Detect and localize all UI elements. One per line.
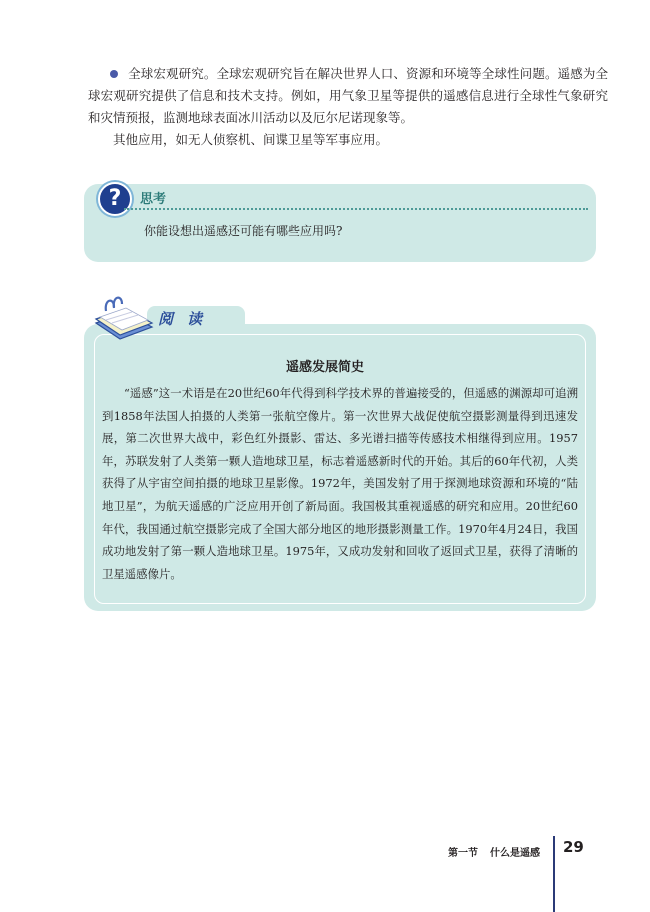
footer-running-head: [448, 844, 540, 859]
think-box: [84, 184, 596, 262]
think-title: 思考: [140, 192, 167, 207]
paragraph-other-uses: 其他应用，如无人侦察机、间谍卫星等军事应用。: [113, 132, 389, 147]
footer-divider: [553, 836, 555, 912]
question-mark-icon: ?: [98, 182, 132, 216]
paragraph-label: 全球宏观研究。: [128, 66, 217, 81]
paragraph-global-research: [88, 63, 608, 129]
footer-section-title: 什么是遥感: [490, 848, 540, 859]
notebook-clip-icon: [92, 293, 154, 343]
bullet-icon: [110, 70, 118, 78]
paragraph-body: 全球宏观研究旨在解决世界人口、资源和环境等全球性问题。遥感为全球宏观研究提供了信息和技术支持。例如，用气象卫星等提供的遥感信息进行全球性气象研究和灾情预报，监测地球表面冰川活动以及厄尔尼诺现象等。: [88, 66, 608, 125]
page-number: 29: [563, 838, 584, 856]
dotted-divider: [124, 208, 588, 210]
reading-label: 阅读: [158, 310, 217, 328]
reading-title: 遥感发展简史: [285, 360, 364, 375]
think-question: 你能设想出遥感还可能有哪些应用吗?: [144, 224, 343, 238]
reading-body: “遥感”这一术语是在20世纪60年代得到科学技术界的普遍接受的，但遥感的渊源却可追溯到1858年法国人拍摄的人类第一张航空像片。第一次世界大战促使航空摄影测量得到迅速发展，第二次世界大战中，彩色红外摄影、雷达、多光谱扫描等传感技术相继得到应用。1957年，苏联发射了人类第一颗人造地球卫星，标志着遥感新时代的开始。其后的60年代初，人类获得了从宇宙空间拍摄的地球卫星影像。1972年，美国发射了用于探测地球资源和环境的“陆地卫星”，为航天遥感的广泛应用开创了新局面。我国极其重视遥感的研究和应用。20世纪60年代，我国通过航空摄影完成了全国大部分地区的地形摄影测量工作。1970年4月24日，我国成功地发射了第一颗人造地球卫星。1975年，又成功发射和回收了返回式卫星，获得了清晰的卫星遥感像片。: [102, 386, 578, 581]
footer-section-number: 第一节: [448, 848, 478, 859]
